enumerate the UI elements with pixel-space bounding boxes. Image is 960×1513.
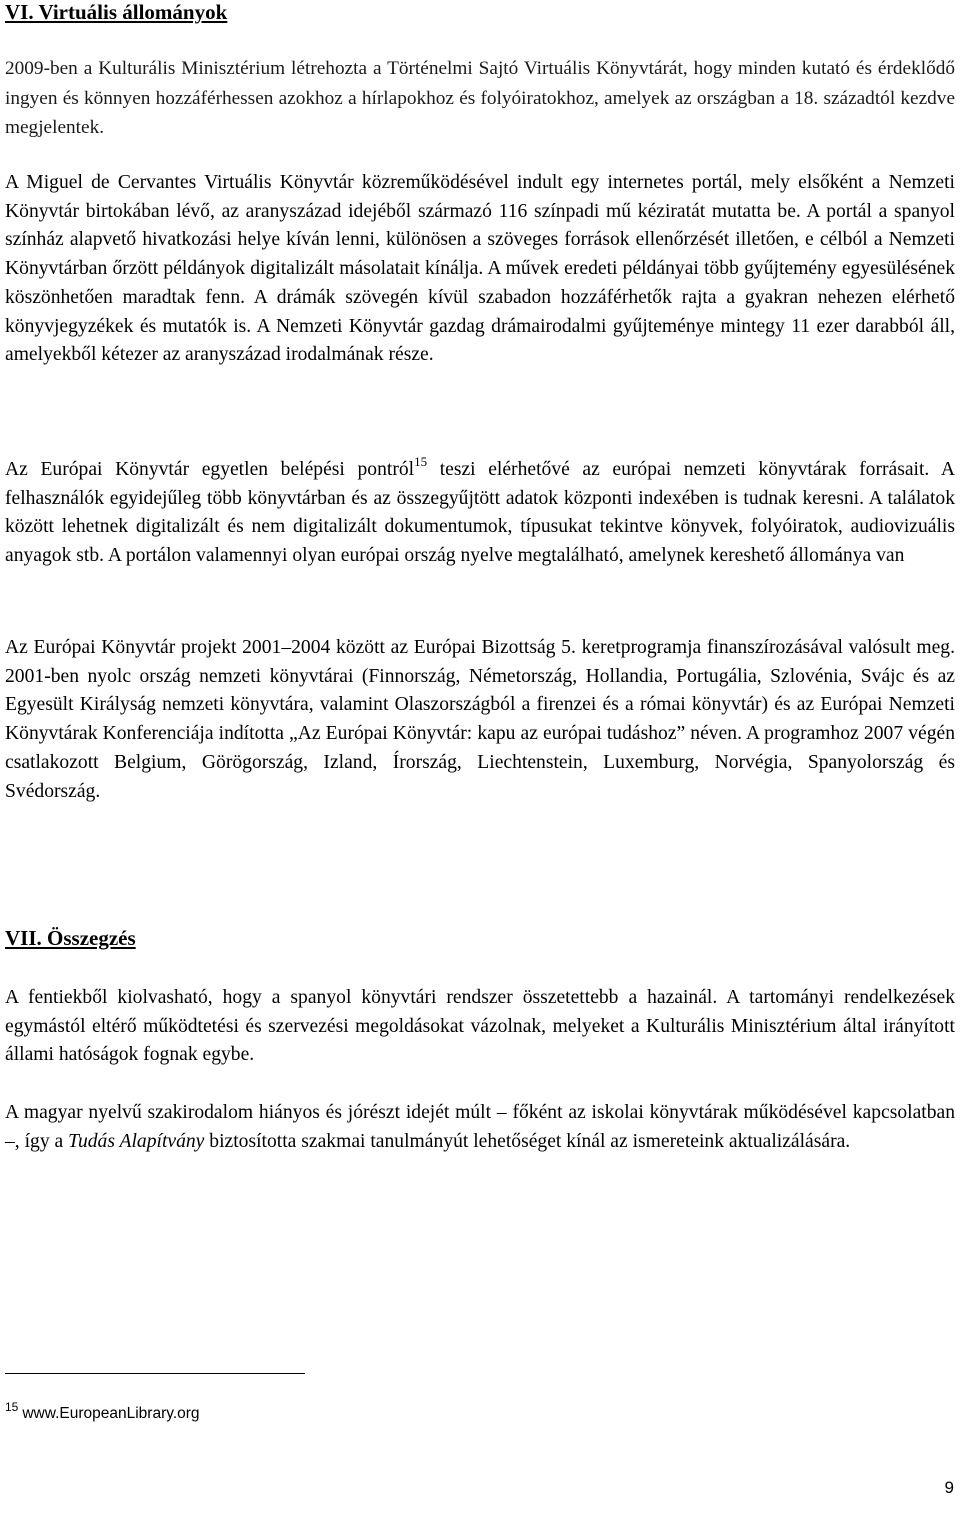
paragraph-text: biztosította szakmai tanulmányút lehetőséget kínál az ismereteink aktualizálására.	[204, 1130, 851, 1152]
page-number: 9	[944, 1478, 954, 1497]
paragraph-press-library: 2009-ben a Kulturális Minisztérium létrehozta a Történelmi Sajtó Virtuális Könyvtárát, hogy minden kutató és érdeklődő ingyen és könnyen hozzáférhessen azokhoz a hírlapokhoz és folyóiratokhoz, amelyek az országban a 18. századtól kezdve megjelentek.	[5, 58, 955, 138]
paragraph-european-library	[5, 456, 955, 571]
section-heading-summary: VII. Összegzés	[5, 926, 136, 950]
section-heading-virtual-collections: VI. Virtuális állományok	[5, 0, 228, 24]
paragraph-summary-system: A fentiekből kiolvasható, hogy a spanyol könyvtári rendszer összetettebb a hazainál. A tartományi rendelkezések egymástól eltérő működtetési és szervezési megoldásokat vázolnak, melyeket a Kulturális Minisztérium által irányított állami hatóságok fognak egybe.	[5, 987, 955, 1066]
footnote-separator	[5, 1373, 305, 1374]
footnote-reference[interactable]: 15	[414, 454, 428, 469]
italic-foundation-name: Tudás Alapítvány	[68, 1130, 205, 1152]
paragraph-text: teszi elérhetővé az európai nemzeti könyvtárak forrásait. A felhasználók egyidejűleg több könyvtárban és az összegyűjtött adatok központi indexében is tudnak keresni. A találatok között lehetnek digitalizált és nem digitalizált dokumentumok, típusukat tekintve könyvek, folyóiratok, audiovizuális anyagok stb. A portálon valamennyi olyan európai ország nyelve megtalálható, amelynek kereshető állománya van	[5, 459, 956, 567]
footnote-link[interactable]: www.EuropeanLibrary.org	[22, 1405, 200, 1422]
paragraph-text: Az Európai Könyvtár egyetlen belépési pontról	[5, 459, 415, 480]
paragraph-european-library-project: Az Európai Könyvtár projekt 2001–2004 között az Európai Bizottság 5. keretprogramja finanszírozásával valósult meg. 2001-ben nyolc ország nemzeti könyvtárai (Finnország, Németország, Hollandia, Portugália, Szlovénia, Svájc és az Egyesült Királyság nemzeti könyvtára, valamint Olaszországból a firenzei és a római könyvtár) és az Európai Nemzeti Könyvtárak Konferenciája indította „Az Európai Könyvtár: kapu az európai tudáshoz” néven. A programhoz 2007 végén csatlakozott Belgium, Görögország, Izland, Írország, Liechtenstein, Luxemburg, Norvégia, Spanyolország és Svédország.	[5, 637, 955, 802]
paragraph-summary-literature	[5, 1099, 955, 1156]
paragraph-text: A magyar nyelvű szakirodalom hiányos és jórészt idejét múlt – főként az iskolai könyvtárak működésével kapcsolatban –, így a	[5, 1102, 955, 1152]
footnote-number: 15	[5, 1400, 19, 1414]
paragraph-cervantes-portal: A Miguel de Cervantes Virtuális Könyvtár közreműködésével indult egy internetes portál, mely elsőként a Nemzeti Könyvtár birtokában lévő, az aranyszázad idejéből származó 116 színpadi mű kéziratát mutatta be. A portál a spanyol színház alapvető hivatkozási helye kíván lenni, különösen a szöveges források ellenőrzését illetően, e célból a Nemzeti Könyvtárban őrzött példányok digitalizált másolatait kínálja. A művek eredeti példányai több gyűjtemény egyesülésének köszönhetően maradtak fenn. A drámák szövegén kívül szabadon hozzáférhetők rajta a gyakran nehezen elérhető könyvjegyzékek és mutatók is. A Nemzeti Könyvtár gazdag drámairodalmi gyűjteménye mintegy 11 ezer darabból áll, amelyekből kétezer az aranyszázad irodalmának része.	[5, 172, 955, 366]
footnote	[5, 1400, 200, 1424]
